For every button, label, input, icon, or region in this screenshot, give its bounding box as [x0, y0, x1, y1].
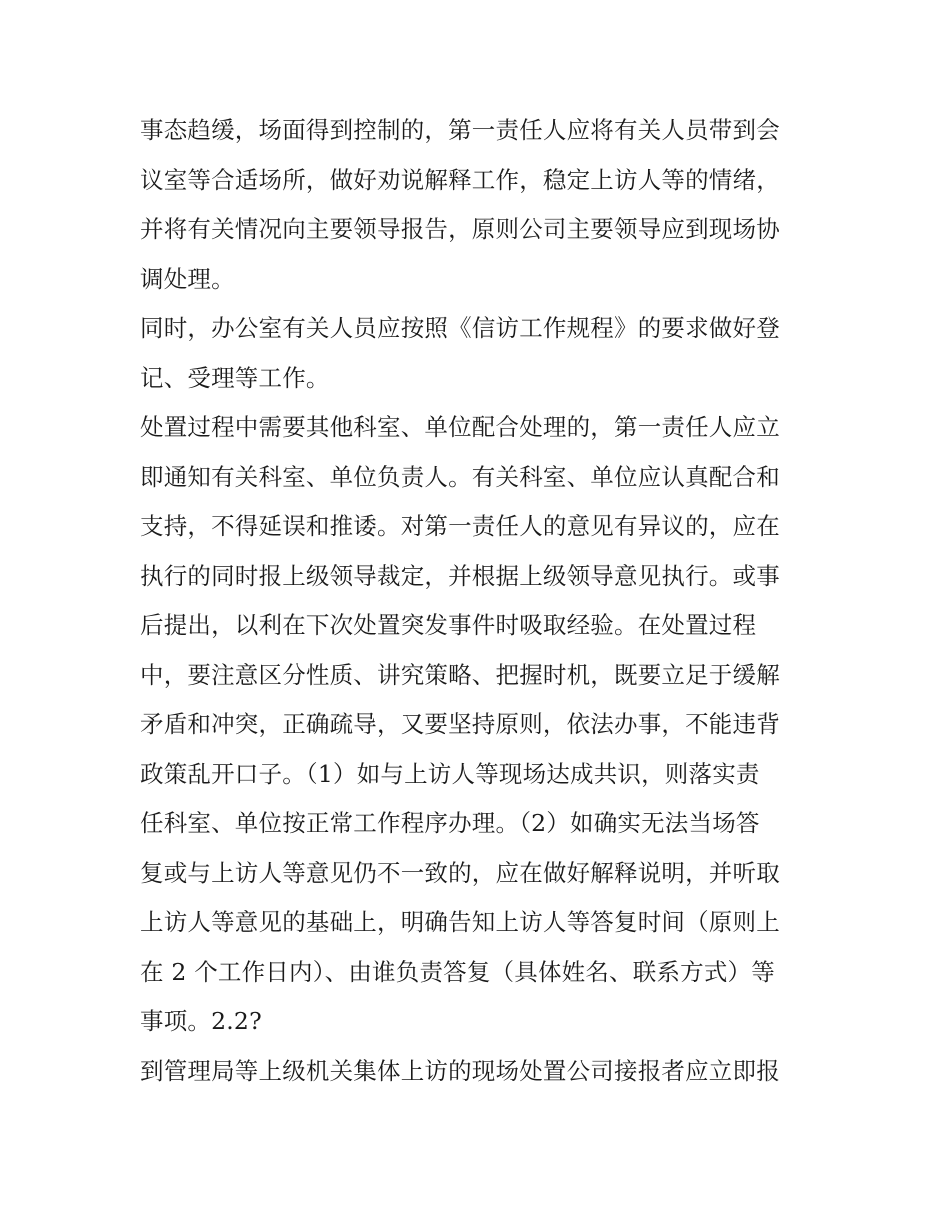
text-line: 调处理。	[140, 264, 235, 293]
text-line: 事态趋缓，场面得到控制的，第一责任人应将有关人员带到会	[140, 116, 780, 144]
text-line: 到管理局等上级机关集体上访的现场处置公司接报者应立即报	[140, 1056, 780, 1085]
text-line: 任科室、单位按正常工作程序办理。（2）如确实无法当场答	[140, 809, 760, 837]
document-body	[140, 106, 820, 1096]
text-line: 支持，不得延误和推诿。对第一责任人的意见有异议的，应在	[140, 512, 780, 540]
text-line: 记、受理等工作。	[140, 363, 330, 392]
text-line: 即通知有关科室、单位负责人。有关科室、单位应认真配合和	[140, 462, 780, 491]
text-line: 复或与上访人等意见仍不一致的，应在做好解释说明，并听取	[140, 858, 780, 887]
text-line: 执行的同时报上级领导裁定，并根据上级领导意见执行。或事	[140, 561, 780, 590]
text-line: 在 2 个工作日内）、由谁负责答复（具体姓名、联系方式）等	[140, 957, 775, 986]
text-line: 中，要注意区分性质、讲究策略、把握时机，既要立足于缓解	[140, 660, 780, 689]
text-line: 同时，办公室有关人员应按照《信访工作规程》的要求做好登	[140, 314, 780, 342]
text-line: 后提出，以利在下次处置突发事件时吸取经验。在处置过程	[140, 611, 757, 639]
text-line: 并将有关情况向主要领导报告，原则公司主要领导应到现场协	[140, 215, 780, 243]
text-line: 上访人等意见的基础上，明确告知上访人等答复时间（原则上	[140, 908, 780, 936]
text-line: 政策乱开口子。（1）如与上访人等现场达成共识，则落实责	[140, 759, 760, 788]
text-line: 事项。2.2?	[140, 1007, 262, 1035]
text-line: 议室等合适场所，做好劝说解释工作，稳定上访人等的情绪，	[140, 165, 780, 194]
text-line: 矛盾和冲突，正确疏导，又要坚持原则，依法办事，不能违背	[140, 710, 780, 738]
text-line: 处置过程中需要其他科室、单位配合处理的，第一责任人应立	[140, 413, 780, 441]
